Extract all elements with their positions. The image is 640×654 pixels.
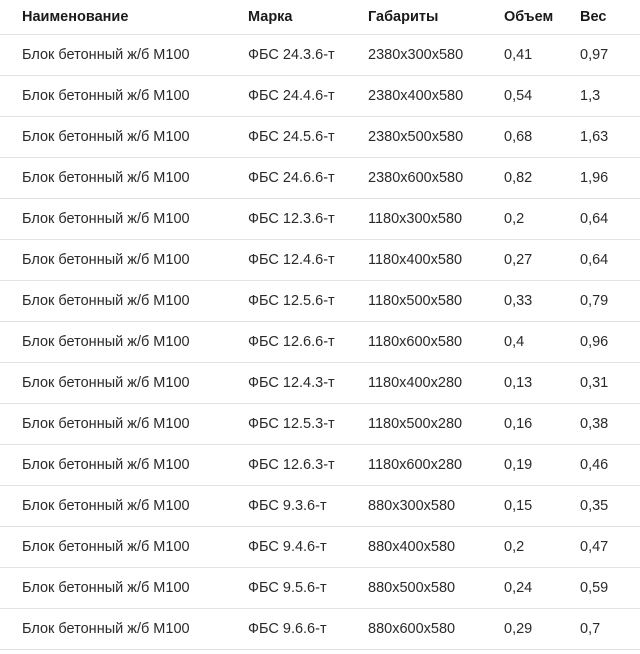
table-row — [0, 240, 640, 281]
cell-dimensions: 1180х500х280 — [368, 404, 504, 445]
table-row — [0, 609, 640, 650]
cell-dimensions: 2380х400х580 — [368, 76, 504, 117]
cell-name: Блок бетонный ж/б М100 — [0, 158, 248, 199]
table-row — [0, 158, 640, 199]
cell-volume: 0,82 — [504, 158, 580, 199]
cell-weight: 0,38 — [580, 404, 640, 445]
cell-weight: 0,35 — [580, 486, 640, 527]
cell-volume: 0,4 — [504, 322, 580, 363]
cell-volume: 0,41 — [504, 35, 580, 76]
cell-name: Блок бетонный ж/б М100 — [0, 527, 248, 568]
table-row — [0, 363, 640, 404]
cell-mark: ФБС 12.6.6-т — [248, 322, 368, 363]
cell-weight: 0,59 — [580, 568, 640, 609]
table-row — [0, 35, 640, 76]
cell-name: Блок бетонный ж/б М100 — [0, 363, 248, 404]
cell-mark: ФБС 12.4.6-т — [248, 240, 368, 281]
cell-mark: ФБС 12.3.6-т — [248, 199, 368, 240]
cell-mark: ФБС 24.6.6-т — [248, 158, 368, 199]
cell-weight: 0,64 — [580, 240, 640, 281]
table-row — [0, 322, 640, 363]
cell-dimensions: 1180х400х580 — [368, 240, 504, 281]
cell-name: Блок бетонный ж/б М100 — [0, 568, 248, 609]
cell-weight: 0,7 — [580, 609, 640, 650]
cell-dimensions: 1180х600х280 — [368, 445, 504, 486]
cell-dimensions: 880х500х580 — [368, 568, 504, 609]
cell-volume: 0,2 — [504, 199, 580, 240]
cell-dimensions: 2380х300х580 — [368, 35, 504, 76]
cell-volume: 0,16 — [504, 404, 580, 445]
table-row — [0, 117, 640, 158]
cell-mark: ФБС 24.5.6-т — [248, 117, 368, 158]
cell-weight: 1,63 — [580, 117, 640, 158]
cell-weight: 0,47 — [580, 527, 640, 568]
table-row — [0, 199, 640, 240]
cell-volume: 0,19 — [504, 445, 580, 486]
cell-volume: 0,33 — [504, 281, 580, 322]
table-row — [0, 445, 640, 486]
cell-weight: 0,97 — [580, 35, 640, 76]
cell-weight: 1,96 — [580, 158, 640, 199]
cell-mark: ФБС 12.6.3-т — [248, 445, 368, 486]
cell-dimensions: 1180х500х580 — [368, 281, 504, 322]
cell-dimensions: 1180х400х280 — [368, 363, 504, 404]
cell-dimensions: 1180х600х580 — [368, 322, 504, 363]
cell-weight: 0,31 — [580, 363, 640, 404]
cell-volume: 0,29 — [504, 609, 580, 650]
table-row — [0, 486, 640, 527]
table-row — [0, 568, 640, 609]
cell-weight: 1,3 — [580, 76, 640, 117]
cell-name: Блок бетонный ж/б М100 — [0, 445, 248, 486]
header-row — [0, 0, 640, 35]
cell-weight: 0,79 — [580, 281, 640, 322]
header-volume: Объем — [504, 0, 580, 35]
cell-volume: 0,54 — [504, 76, 580, 117]
table-row — [0, 281, 640, 322]
cell-volume: 0,2 — [504, 527, 580, 568]
cell-name: Блок бетонный ж/б М100 — [0, 35, 248, 76]
table-row — [0, 404, 640, 445]
cell-volume: 0,15 — [504, 486, 580, 527]
cell-volume: 0,24 — [504, 568, 580, 609]
cell-mark: ФБС 9.3.6-т — [248, 486, 368, 527]
table-row — [0, 527, 640, 568]
cell-volume: 0,68 — [504, 117, 580, 158]
cell-dimensions: 2380х500х580 — [368, 117, 504, 158]
cell-volume: 0,27 — [504, 240, 580, 281]
cell-name: Блок бетонный ж/б М100 — [0, 486, 248, 527]
cell-dimensions: 2380х600х580 — [368, 158, 504, 199]
table-body — [0, 35, 640, 650]
header-mark: Марка — [248, 0, 368, 35]
cell-name: Блок бетонный ж/б М100 — [0, 117, 248, 158]
cell-mark: ФБС 9.5.6-т — [248, 568, 368, 609]
table-header — [0, 0, 640, 35]
cell-dimensions: 880х600х580 — [368, 609, 504, 650]
cell-mark: ФБС 12.5.3-т — [248, 404, 368, 445]
cell-name: Блок бетонный ж/б М100 — [0, 281, 248, 322]
cell-name: Блок бетонный ж/б М100 — [0, 76, 248, 117]
cell-name: Блок бетонный ж/б М100 — [0, 199, 248, 240]
cell-dimensions: 1180х300х580 — [368, 199, 504, 240]
cell-name: Блок бетонный ж/б М100 — [0, 609, 248, 650]
cell-name: Блок бетонный ж/б М100 — [0, 404, 248, 445]
cell-mark: ФБС 12.4.3-т — [248, 363, 368, 404]
cell-volume: 0,13 — [504, 363, 580, 404]
cell-weight: 0,96 — [580, 322, 640, 363]
cell-mark: ФБС 9.6.6-т — [248, 609, 368, 650]
cell-dimensions: 880х400х580 — [368, 527, 504, 568]
table-row — [0, 76, 640, 117]
cell-weight: 0,46 — [580, 445, 640, 486]
header-weight: Вес — [580, 0, 640, 35]
cell-name: Блок бетонный ж/б М100 — [0, 322, 248, 363]
cell-mark: ФБС 24.3.6-т — [248, 35, 368, 76]
header-dimensions: Габариты — [368, 0, 504, 35]
cell-mark: ФБС 12.5.6-т — [248, 281, 368, 322]
cell-mark: ФБС 9.4.6-т — [248, 527, 368, 568]
header-name: Наименование — [0, 0, 248, 35]
cell-name: Блок бетонный ж/б М100 — [0, 240, 248, 281]
cell-dimensions: 880х300х580 — [368, 486, 504, 527]
cell-mark: ФБС 24.4.6-т — [248, 76, 368, 117]
cell-weight: 0,64 — [580, 199, 640, 240]
